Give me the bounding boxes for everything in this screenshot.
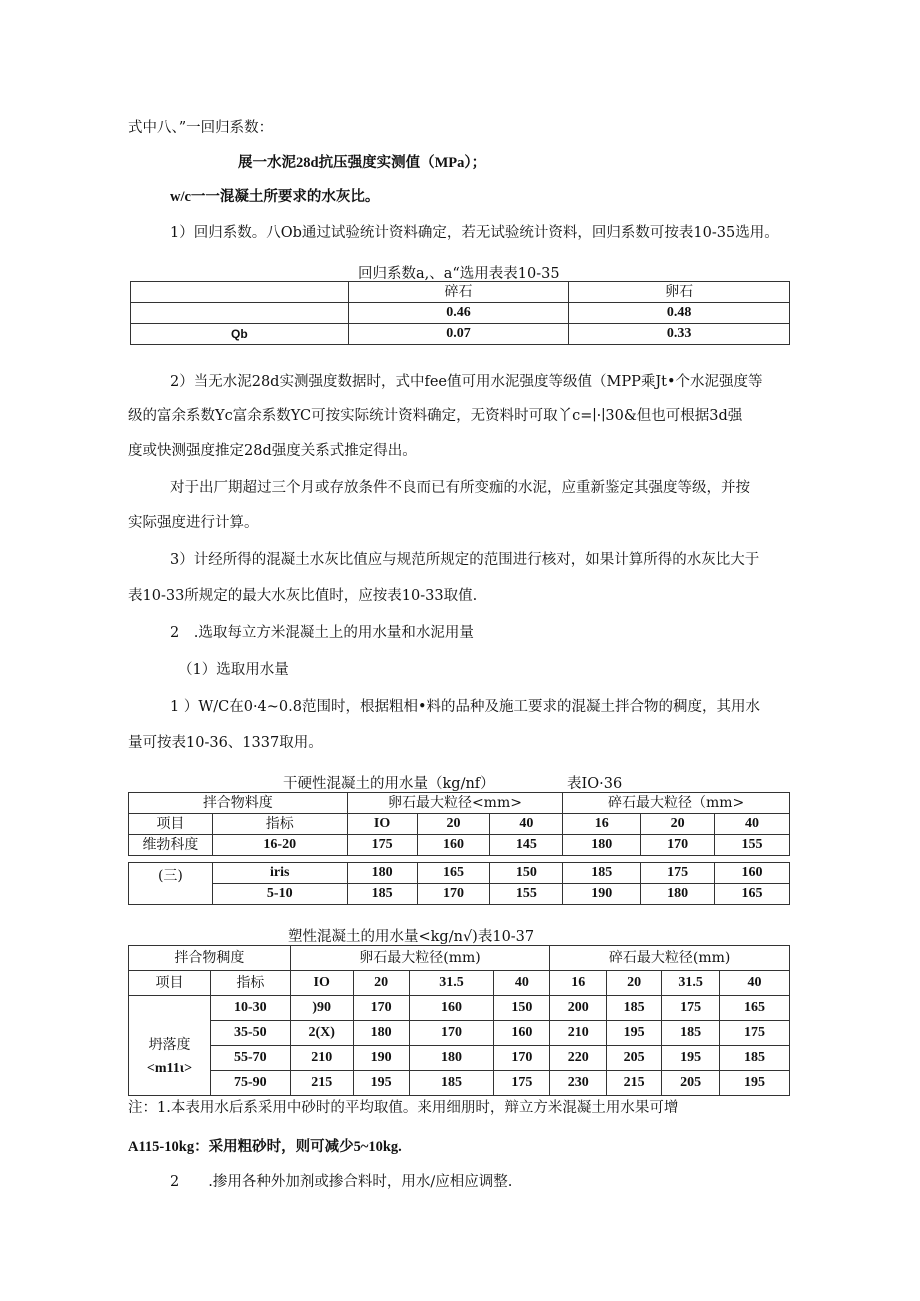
header-pebble: 卵石 — [569, 282, 790, 303]
table-row: 坍落度 <m11ι> 10-30 )90 170 160 150 200 185 175 165 — [129, 996, 790, 1021]
section-heading-water-cement: 2 .选取每立方米混凝土上的用水量和水泥用量 — [170, 625, 474, 641]
header-gravel: 碎石 — [348, 282, 569, 303]
table-10-35-caption: 回归系数a,、a“选用表表10-35 — [358, 266, 560, 282]
table-10-37 — [128, 945, 790, 1096]
table-10-36 — [128, 792, 790, 905]
note-line-3: 2 .掺用各种外加剂或掺合料时，用水∕应相应调整. — [170, 1174, 513, 1190]
table-row: 维勃科度 16-20 175 160 145 180 170 155 — [129, 835, 790, 856]
paragraph-wc-range-b: 量可按表10-36、1337取用。 — [128, 735, 323, 751]
table-row: 拌合物料度 卵石最大粒径<mm> 碎石最大粒径（mm> — [129, 793, 790, 814]
table-row: 项目 指标 IO 20 31.5 40 16 20 31.5 40 — [129, 971, 790, 996]
note-line-2: A115-10kg：采用粗砂时，则可减少5~10kg. — [128, 1139, 402, 1155]
table-10-37-caption: 塑性混凝土的用水量<kg∕n√)表10-37 — [288, 929, 535, 945]
table-row: Qb 0.07 0.33 — [131, 324, 790, 345]
slump-unit: <m11ι> — [146, 1060, 193, 1076]
slump-label: 坍落度 — [148, 1036, 191, 1053]
paragraph-expired-cement-b: 实际强度进行计算。 — [128, 515, 259, 531]
paragraph-check-ratio-b: 表10-33所规定的最大水灰比值时，应按表10-33取值. — [128, 588, 478, 604]
table-row: 0.46 0.48 — [131, 303, 790, 324]
table-row — [131, 282, 790, 303]
paragraph-regression-label: 式中八、”一回归系数： — [128, 120, 274, 136]
paragraph-no-strength-a: 2）当无水泥28d实测强度数据时，式中fee值可用水泥强度等级值（MPP乘Jt•个水泥强度等 — [170, 374, 763, 390]
subsection-heading-water: （1）选取用水量 — [178, 662, 289, 678]
paragraph-wc-definition: w/c一一混凝土所要求的水灰比。 — [170, 189, 380, 205]
table-row: 35-50 2(X) 180 170 160 210 195 185 175 — [129, 1021, 790, 1046]
paragraph-wc-range-a: 1 ）W/C在0·4~0.8范围时，根据粗相•料的品种及施工要求的混凝土拌合物的稠度，其用水 — [170, 699, 761, 715]
table-gap-row — [129, 856, 790, 863]
paragraph-regression-coef: 1）回归系数。八Ob通过试验统计资料确定，若无试验统计资料，回归系数可按表10-35选用。 — [170, 225, 779, 241]
paragraph-check-ratio-a: 3）计经所得的混凝土水灰比值应与规范所规定的范围进行核对，如果计算所得的水灰比大于 — [170, 552, 760, 568]
table-row: 拌合物稠度 卵石最大粒径(mm) 碎石最大粒径(mm) — [129, 946, 790, 971]
table-10-36-number: 表IO·36 — [567, 776, 623, 792]
table-row: (三) iris 180 165 150 185 175 160 — [129, 863, 790, 884]
paragraph-expired-cement-a: 对于出厂期超过三个月或存放条件不良而已有所变痂的水泥，应重新鉴定其强度等级，并按 — [170, 480, 750, 496]
table-row: 5-10 185 170 155 190 180 165 — [129, 884, 790, 905]
table-10-35 — [130, 281, 790, 345]
table-row: 75-90 215 195 185 175 230 215 205 195 — [129, 1071, 790, 1096]
note-line-1: 注：1.本表用水后系采用中砂时的平均取值。来用细朋时，辩立方米混凝土用水果可增 — [128, 1100, 679, 1116]
paragraph-cement-strength: 展一水泥28d抗压强度实测值（MPa）； — [238, 155, 487, 171]
table-row: 55-70 210 190 180 170 220 205 195 185 — [129, 1046, 790, 1071]
paragraph-no-strength-c: 度或快测强度推定28d强度关系式推定得出。 — [128, 443, 417, 459]
table-10-36-caption: 干硬性混凝土的用水量（kg∕nf） — [283, 776, 495, 792]
paragraph-no-strength-b: 级的富余系数Yc富余系数YC可按实际统计资料确定，无资料时可取丫c=∣·∣30&但也可根据3d强 — [128, 408, 743, 424]
table-row: 项目 指标 IO 20 40 16 20 40 — [129, 814, 790, 835]
